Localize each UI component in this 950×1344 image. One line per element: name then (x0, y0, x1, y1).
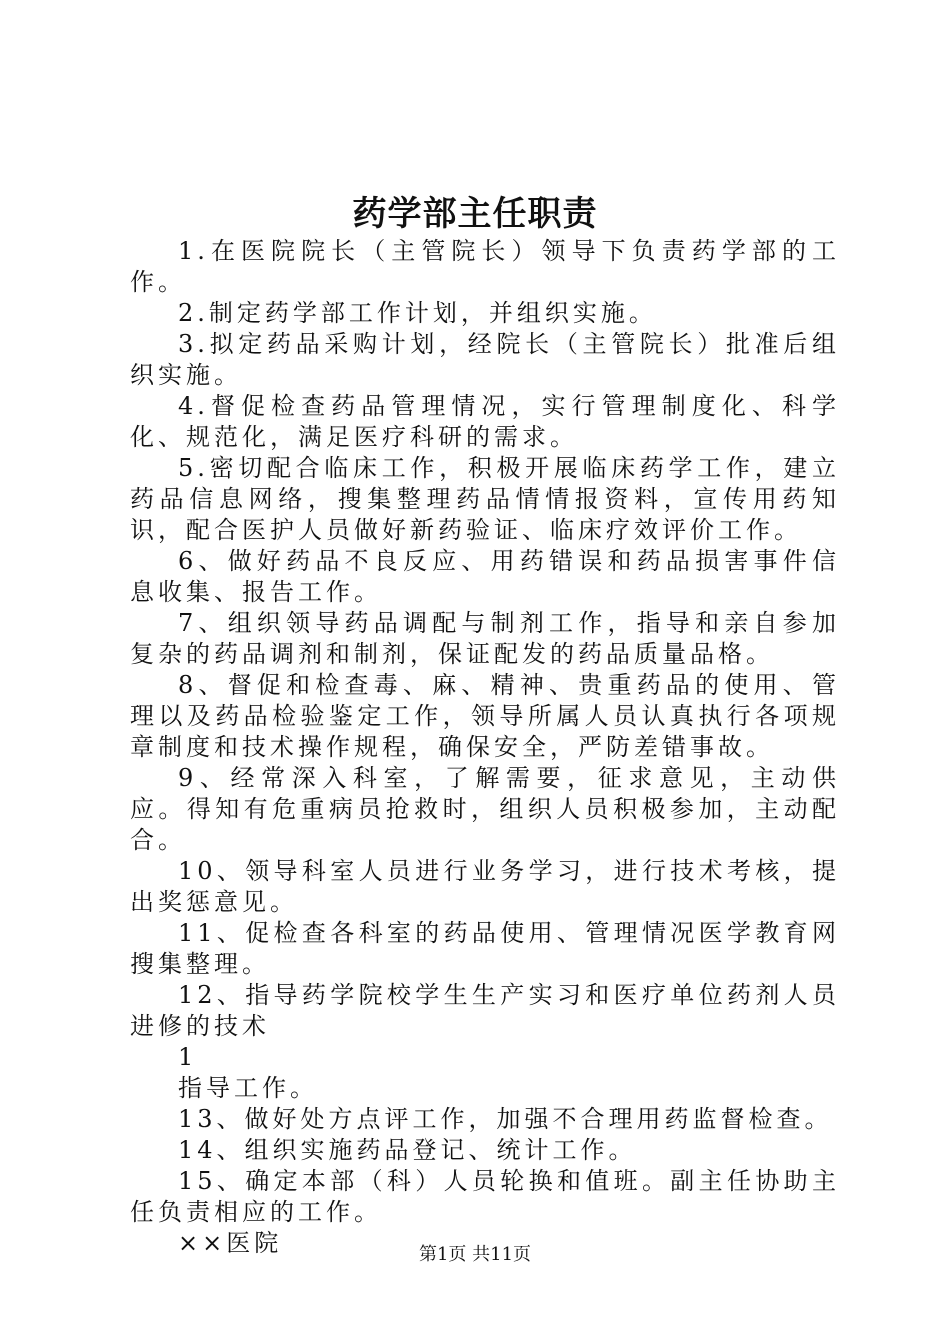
paragraph-8: 8、督促和检查毒、麻、精神、贵重药品的使用、管理以及药品检验鉴定工作，领导所属人员认真执行各项规章制度和技术操作规程，确保安全，严防差错事故。 (130, 671, 840, 761)
paragraph-7: 7、组织领导药品调配与制剂工作，指导和亲自参加复杂的药品调剂和制剂，保证配发的药品质量品格。 (130, 609, 840, 668)
paragraph-12: 12、指导药学院校学生生产实习和医疗单位药剂人员进修的技术 (130, 981, 840, 1040)
paragraph-2: 2.制定药学部工作计划，并组织实施。 (178, 299, 657, 327)
paragraph-9: 9、经常深入科室，了解需要，征求意见，主动供应。得知有危重病员抢救时，组织人员积极参加，主动配合。 (130, 764, 840, 854)
paragraph-13: 13、做好处方点评工作，加强不合理用药监督检查。 (178, 1105, 833, 1133)
paragraph-12-cont: 指导工作。 (178, 1074, 318, 1102)
paragraph-5: 5.密切配合临床工作，积极开展临床药学工作，建立药品信息网络，搜集整理药品情情报资料，宣传用药知识，配合医护人员做好新药验证、临床疗效评价工作。 (130, 454, 840, 544)
document-title: 药学部主任职责 (352, 194, 598, 234)
paragraph-11: 11、促检查各科室的药品使用、管理情况医学教育网搜集整理。 (130, 919, 840, 978)
paragraph-6: 6、做好药品不良反应、用药错误和药品损害事件信息收集、报告工作。 (130, 547, 840, 606)
paragraph-10: 10、领导科室人员进行业务学习，进行技术考核，提出奖惩意见。 (130, 857, 840, 916)
page-marker: 1 (178, 1043, 198, 1071)
paragraph-15: 15、确定本部（科）人员轮换和值班。副主任协助主任负责相应的工作。 (130, 1167, 840, 1226)
page-footer: 第1页 共11页 (418, 1244, 532, 1265)
paragraph-14: 14、组织实施药品登记、统计工作。 (178, 1136, 637, 1164)
paragraph-4: 4.督促检查药品管理情况，实行管理制度化、科学化、规范化，满足医疗科研的需求。 (130, 392, 840, 451)
paragraph-3: 3.拟定药品采购计划，经院长（主管院长）批准后组织实施。 (130, 330, 840, 389)
signature-hospital: ××医院 (178, 1229, 283, 1257)
paragraph-1: 1.在医院院长（主管院长）领导下负责药学部的工作。 (130, 237, 840, 296)
document-body (130, 236, 840, 1259)
